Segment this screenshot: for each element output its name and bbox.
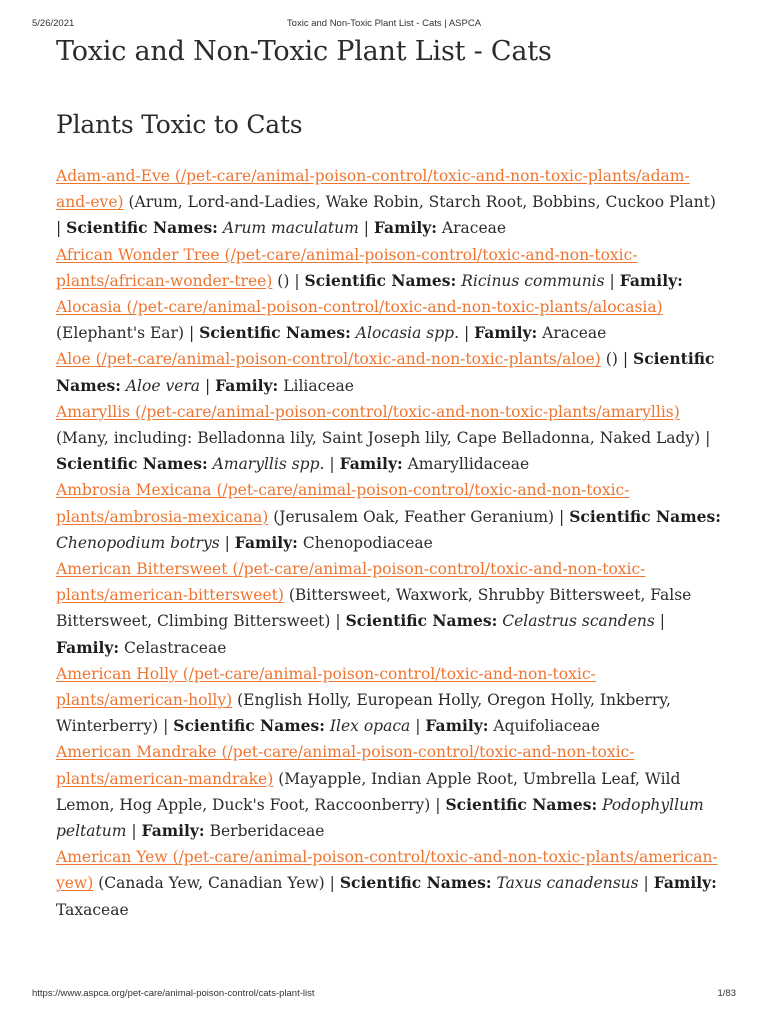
family-label: Family: [474, 323, 538, 343]
separator: | [329, 455, 335, 474]
family-label: Family: [141, 821, 205, 841]
scientific-name: Aloe vera [125, 376, 201, 395]
plant-link-path: (/pet-care/animal-poison-control/toxic-and-non-toxic-plants/african-wonder-tree) [56, 245, 638, 290]
plant-link-path: (/pet-care/animal-poison-control/toxic-and-non-toxic-plants/american-yew) [56, 848, 718, 893]
family-label: Family: [234, 532, 298, 552]
print-date: 5/26/2021 [32, 18, 75, 29]
scientific-name: Amaryllis spp. [212, 455, 325, 474]
common-names: (Elephant's Ear) [56, 324, 185, 343]
section-title: Plants Toxic to Cats [56, 110, 303, 139]
plant-link[interactable] [56, 298, 663, 316]
plant-link-path: (/pet-care/animal-poison-control/toxic-and-non-toxic-plants/adam-and-eve) [56, 167, 690, 212]
plant-name: American Mandrake [56, 743, 217, 762]
family-name: Amaryllidaceae [407, 455, 530, 474]
plant-link-path: (/pet-care/animal-poison-control/toxic-and-non-toxic-plants/alocasia) [126, 298, 663, 317]
plant-entry [56, 477, 724, 556]
separator: | [224, 533, 230, 552]
plant-list [56, 163, 724, 923]
plant-entry [56, 739, 724, 844]
separator: | [204, 376, 211, 395]
family-label: Family: [56, 637, 120, 657]
family-name: Araceae [542, 324, 607, 343]
scientific-name: Chenopodium botrys [56, 533, 220, 552]
separator: | [335, 612, 341, 631]
family-label: Family: [215, 375, 279, 395]
scientific-name: Arum maculatum [222, 219, 359, 238]
family-name: Araceae [441, 219, 507, 238]
scientific-name: Ricinus communis [461, 271, 605, 290]
plant-entry [56, 242, 724, 294]
family-label: Family: [619, 270, 683, 290]
page-content [56, 36, 724, 923]
plant-link-path: (/pet-care/animal-poison-control/toxic-and-non-toxic-plants/american-mandrake) [56, 743, 635, 788]
scientific-names-label: Scientific Names: [56, 349, 715, 395]
scientific-name: Alocasia spp. [355, 324, 460, 343]
separator: | [329, 874, 335, 893]
scientific-name: Taxus canadensus [496, 874, 639, 893]
plant-name: African Wonder Tree [56, 245, 220, 264]
separator: | [435, 795, 441, 814]
scientific-name: Celastrus scandens [502, 612, 655, 631]
plant-name: American Yew [56, 848, 168, 867]
print-url: https://www.aspca.org/pet-care/animal-poison-control/cats-plant-list [32, 988, 315, 999]
common-names: (Bittersweet, Waxwork, Shrubby Bittersweet, False Bittersweet, Climbing Bittersweet) [56, 586, 692, 631]
common-names: (Jerusalem Oak, Feather Geranium) [273, 507, 555, 526]
scientific-names-label: Scientific Names: [66, 218, 218, 238]
common-names: (Arum, Lord-and-Ladies, Wake Robin, Starch Root, Bobbins, Cuckoo Plant) [128, 193, 716, 212]
scientific-names-label: Scientific Names: [345, 611, 498, 631]
page-title: Toxic and Non-Toxic Plant List - Cats [56, 36, 552, 67]
family-label: Family: [425, 716, 489, 736]
plant-link-path: (/pet-care/animal-poison-control/toxic-and-non-toxic-plants/ambrosia-mexicana) [56, 481, 630, 526]
plant-entry [56, 294, 724, 346]
common-names: (Canada Yew, Canadian Yew) [98, 874, 325, 893]
scientific-names-label: Scientific Names: [56, 454, 208, 474]
plant-name: Ambrosia Mexicana [56, 481, 212, 500]
scientific-names-label: Scientific Names: [304, 270, 457, 290]
scientific-name: Podophyllum peltatum [56, 795, 704, 841]
separator: | [463, 324, 470, 343]
scientific-names-label: Scientific Names: [173, 716, 325, 736]
separator: | [131, 822, 137, 841]
plant-name: American Bittersweet [56, 560, 228, 579]
family-name: Liliaceae [283, 376, 354, 395]
plant-entry [56, 399, 724, 478]
separator: | [294, 271, 300, 290]
separator: | [622, 350, 629, 369]
common-names: () [605, 350, 618, 369]
plant-link-path: (/pet-care/animal-poison-control/toxic-and-non-toxic-plants/aloe) [95, 350, 601, 369]
scientific-name: Ilex opaca [329, 717, 411, 736]
plant-link-path: (/pet-care/animal-poison-control/toxic-and-non-toxic-plants/american-holly) [56, 664, 596, 710]
plant-link-path: (/pet-care/animal-poison-control/toxic-and-non-toxic-plants/amaryllis) [135, 402, 680, 421]
plant-link[interactable] [56, 350, 601, 368]
page-number: 1/83 [717, 988, 736, 999]
scientific-names-label: Scientific Names: [569, 506, 721, 526]
plant-entry [56, 163, 724, 242]
plant-entry [56, 556, 724, 661]
print-header [32, 18, 736, 32]
plant-entry [56, 661, 724, 740]
separator: | [659, 612, 665, 631]
print-footer [32, 988, 736, 1002]
plant-name: Alocasia [56, 298, 122, 317]
family-label: Family: [339, 454, 403, 474]
separator: | [559, 507, 565, 526]
common-names: () [277, 271, 290, 290]
plant-link-path: (/pet-care/animal-poison-control/toxic-and-non-toxic-plants/american-bittersweet) [56, 560, 646, 605]
common-names: (Mayapple, Indian Apple Root, Umbrella Leaf, Wild Lemon, Hog Apple, Duck's Foot, Raccoonberry) [56, 769, 681, 814]
plant-name: Adam-and-Eve [56, 167, 170, 185]
common-names: (Many, including: Belladonna lily, Saint Joseph lily, Cape Belladonna, Naked Lady) [56, 429, 701, 448]
family-name: Aquifoliaceae [493, 717, 600, 736]
family-name: Celastraceae [124, 638, 227, 657]
plant-link[interactable] [56, 403, 680, 421]
scientific-names-label: Scientific Names: [445, 794, 598, 814]
plant-name: Aloe [56, 350, 91, 369]
separator: | [163, 717, 169, 736]
family-name: Taxaceae [56, 900, 129, 919]
separator: | [56, 219, 62, 238]
plant-name: Amaryllis [56, 402, 131, 421]
plant-name: American Holly [56, 664, 178, 683]
scientific-names-label: Scientific Names: [339, 873, 492, 893]
print-page-title: Toxic and Non-Toxic Plant List - Cats | ASPCA [286, 18, 482, 29]
family-name: Berberidaceae [209, 822, 325, 841]
family-name: Chenopodiaceae [302, 533, 433, 552]
separator: | [415, 717, 421, 736]
plant-entry [56, 346, 724, 398]
family-label: Family: [373, 218, 437, 238]
separator: | [643, 874, 649, 893]
separator: | [363, 219, 369, 238]
separator: | [705, 429, 711, 448]
family-label: Family: [653, 873, 717, 893]
plant-entry [56, 844, 724, 923]
common-names: (English Holly, European Holly, Oregon Holly, Inkberry, Winterberry) [56, 691, 671, 736]
separator: | [609, 271, 615, 290]
separator: | [188, 324, 195, 343]
scientific-names-label: Scientific Names: [199, 323, 351, 343]
